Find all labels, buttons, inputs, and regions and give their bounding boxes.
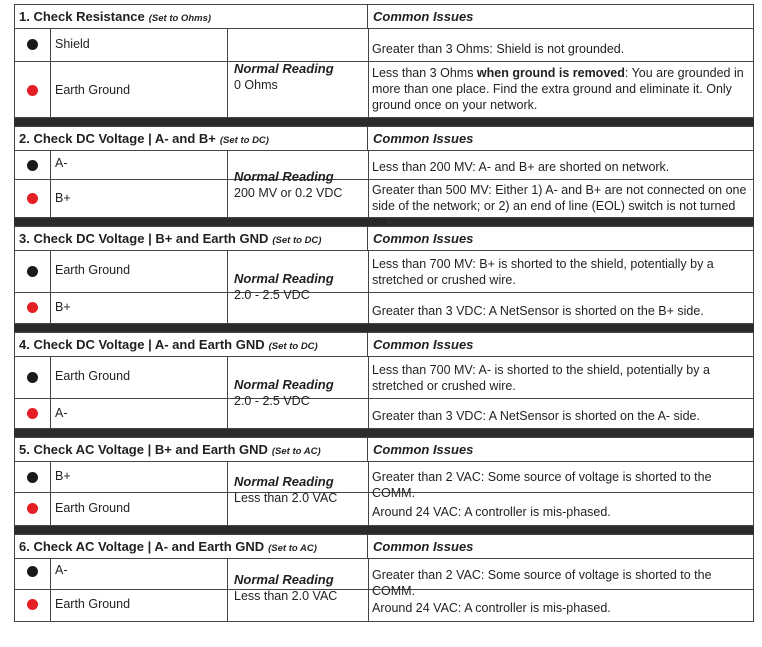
- table-row: [15, 493, 753, 525]
- issue-text: Less than 700 MV: B+ is shorted to the shield, potentially by a stretched or crushed wire.: [372, 257, 714, 287]
- normal-reading-title: Normal Reading: [234, 271, 334, 286]
- normal-reading-value: 200 MV or 0.2 VDC: [234, 186, 343, 200]
- table-row: [15, 357, 753, 399]
- section-header: [15, 127, 753, 151]
- probe-label: B+: [55, 191, 71, 205]
- probe-label: A-: [55, 563, 68, 577]
- section-divider: [14, 429, 754, 437]
- black-probe-dot-icon: [27, 39, 38, 50]
- red-probe-dot-icon: [27, 599, 38, 610]
- probe-label: Earth Ground: [55, 83, 131, 97]
- common-issues-header: Common Issues: [373, 539, 474, 554]
- section-meter-setting: (Set to AC): [268, 543, 317, 554]
- section-dc-a-b: [14, 126, 754, 229]
- probe-label: Earth Ground: [55, 369, 131, 383]
- table-row: [15, 29, 753, 62]
- section-dc-a-ground: [14, 332, 754, 429]
- normal-reading-cell: [227, 29, 369, 117]
- section-title: 2. Check DC Voltage | A- and B+: [19, 131, 216, 146]
- table-row: [15, 151, 753, 180]
- normal-reading-value: 2.0 - 2.5 VDC: [234, 288, 310, 302]
- probe-label: Earth Ground: [55, 263, 131, 277]
- issue-text: Greater than 3 Ohms: Shield is not grounded.: [372, 42, 625, 56]
- section-divider: [14, 324, 754, 332]
- normal-reading-value: 0 Ohms: [234, 78, 278, 92]
- issue-text: Greater than 2 VAC: Some source of voltage is shorted to the COMM.: [372, 568, 712, 598]
- normal-reading-title: Normal Reading: [234, 169, 334, 184]
- black-probe-dot-icon: [27, 266, 38, 277]
- red-probe-dot-icon: [27, 408, 38, 419]
- probe-label: B+: [55, 300, 71, 314]
- table-row: [15, 590, 753, 621]
- section-header: [15, 227, 753, 251]
- section-ac-a-ground: [14, 534, 754, 622]
- section-header: [15, 333, 753, 357]
- common-issues-header: Common Issues: [373, 442, 474, 457]
- issue-text: Less than 200 MV: A- and B+ are shorted on network.: [372, 160, 670, 174]
- red-probe-dot-icon: [27, 85, 38, 96]
- section-title: 1. Check Resistance: [19, 9, 145, 24]
- table-row: [15, 251, 753, 293]
- issue-text: Greater than 3 VDC: A NetSensor is shorted on the B+ side.: [372, 304, 704, 318]
- black-probe-dot-icon: [27, 472, 38, 483]
- normal-reading-title: Normal Reading: [234, 474, 334, 489]
- normal-reading-value: Less than 2.0 VAC: [234, 491, 338, 505]
- normal-reading-title: Normal Reading: [234, 377, 334, 392]
- issue-text: Less than 700 MV: A- is shorted to the shield, potentially by a stretched or crushed wire.: [372, 363, 710, 393]
- probe-label: Shield: [55, 37, 90, 51]
- normal-reading-cell: [227, 462, 369, 525]
- probe-label: B+: [55, 469, 71, 483]
- section-meter-setting: (Set to Ohms): [148, 13, 212, 24]
- normal-reading-cell: [227, 251, 369, 323]
- common-issues-header: Common Issues: [373, 131, 474, 146]
- probe-label: Earth Ground: [55, 597, 131, 611]
- probe-label: Earth Ground: [55, 501, 131, 515]
- black-probe-dot-icon: [27, 372, 38, 383]
- section-ac-b-ground: [14, 437, 754, 526]
- section-title: 3. Check DC Voltage | B+ and Earth GND: [19, 231, 269, 246]
- section-divider: [14, 118, 754, 126]
- common-issues-header: Common Issues: [373, 231, 474, 246]
- common-issues-header: Common Issues: [373, 337, 474, 352]
- table-row: [15, 62, 753, 117]
- table-row: [15, 180, 753, 229]
- section-title: 5. Check AC Voltage | B+ and Earth GND: [19, 442, 268, 457]
- red-probe-dot-icon: [27, 503, 38, 514]
- red-probe-dot-icon: [27, 302, 38, 313]
- section-header: [15, 438, 753, 462]
- normal-reading-title: Normal Reading: [234, 61, 334, 76]
- section-meter-setting: (Set to DC): [268, 341, 318, 352]
- section-header: [15, 5, 753, 29]
- issue-text: Greater than 2 VAC: Some source of voltage is shorted to the COMM.: [372, 470, 712, 500]
- troubleshooting-table: [14, 4, 754, 622]
- section-header: [15, 535, 753, 559]
- issue-text: Less than 3 Ohms when ground is removed: You are grounded in more than one place. Find the extra ground and eliminate it. Only ground once on your network.: [372, 66, 744, 112]
- probe-label: A-: [55, 406, 68, 420]
- normal-reading-title: Normal Reading: [234, 572, 334, 587]
- issue-text: Greater than 500 MV: Either 1) A- and B+ are not connected on one side of the network; or 2) an end of line (EOL) switch is not turned on.: [372, 183, 747, 229]
- section-check-resistance: [14, 4, 754, 118]
- black-probe-dot-icon: [27, 566, 38, 577]
- section-title: 6. Check AC Voltage | A- and Earth GND: [19, 539, 265, 554]
- section-meter-setting: (Set to DC): [219, 135, 269, 146]
- red-probe-dot-icon: [27, 193, 38, 204]
- table-row: [15, 293, 753, 323]
- normal-reading-cell: [227, 357, 369, 428]
- section-divider: [14, 526, 754, 534]
- issue-text: Around 24 VAC: A controller is mis-phased.: [372, 601, 611, 615]
- issue-text: Around 24 VAC: A controller is mis-phased.: [372, 505, 611, 519]
- normal-reading-value: 2.0 - 2.5 VDC: [234, 394, 310, 408]
- section-title: 4. Check DC Voltage | A- and Earth GND: [19, 337, 265, 352]
- section-meter-setting: (Set to AC): [271, 446, 321, 457]
- issue-text: Greater than 3 VDC: A NetSensor is shorted on the A- side.: [372, 409, 700, 423]
- common-issues-header: Common Issues: [373, 9, 474, 24]
- normal-reading-value: Less than 2.0 VAC: [234, 589, 338, 603]
- section-dc-b-ground: [14, 226, 754, 324]
- normal-reading-cell: [227, 151, 369, 217]
- probe-label: A-: [55, 156, 68, 170]
- black-probe-dot-icon: [27, 160, 38, 171]
- table-row: [15, 399, 753, 428]
- normal-reading-cell: [227, 559, 369, 621]
- section-meter-setting: (Set to DC): [272, 235, 322, 246]
